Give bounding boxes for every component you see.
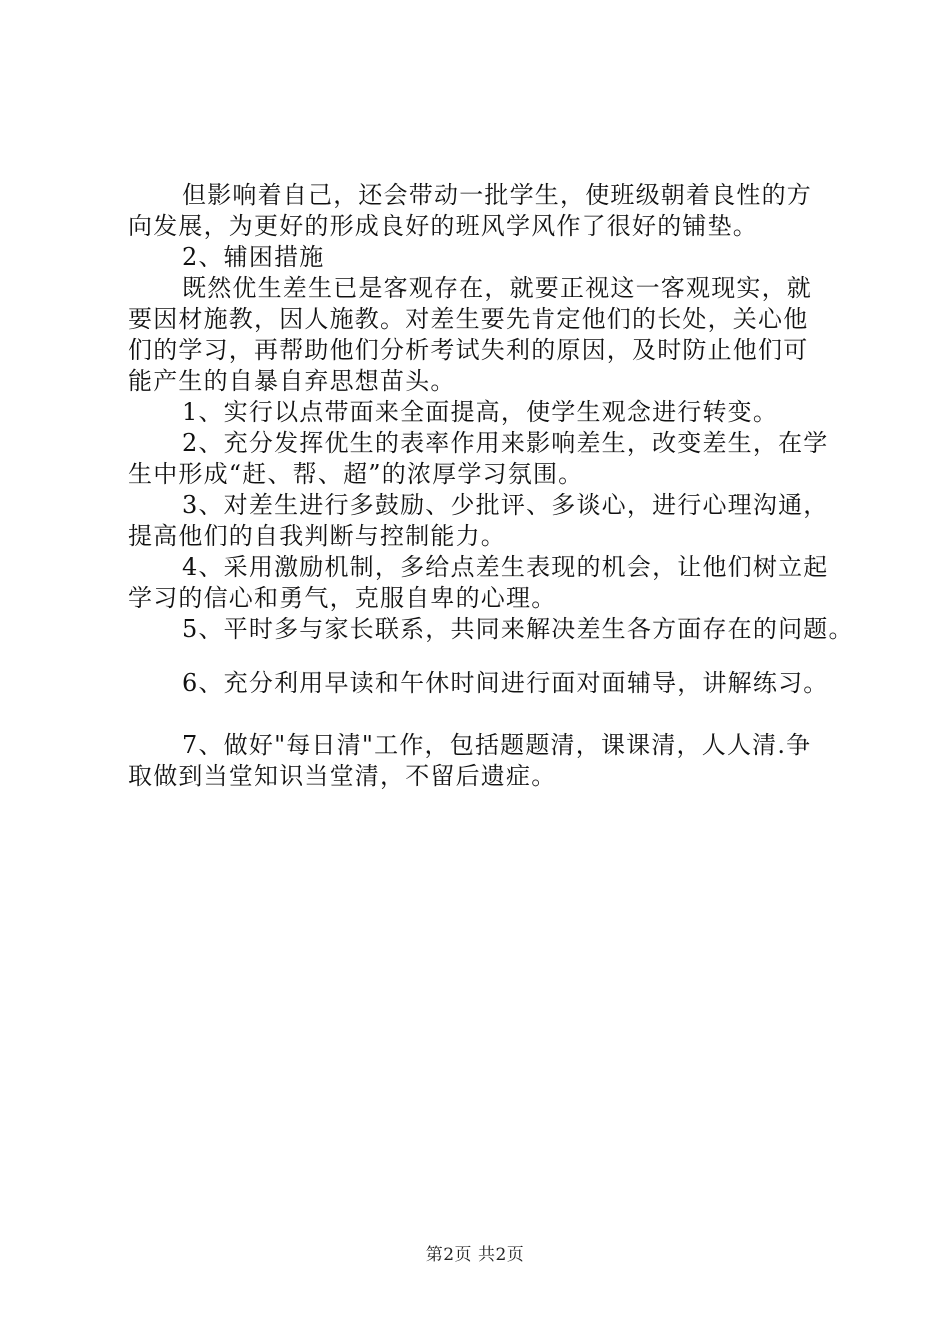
paragraph-line: 向发展，为更好的形成良好的班风学风作了很好的铺垫。 bbox=[128, 212, 758, 240]
list-item-4-cont: 学习的信心和勇气，克服自卑的心理。 bbox=[128, 584, 557, 612]
paragraph-line: 要因材施教，因人施教。对差生要先肯定他们的长处，关心他 bbox=[128, 305, 809, 333]
list-item-3: 3、对差生进行多鼓励、少批评、多谈心，进行心理沟通， bbox=[182, 491, 829, 519]
list-item-4: 4、采用激励机制，多给点差生表现的机会，让他们树立起 bbox=[182, 553, 829, 581]
list-item-2-cont: 生中形成“赶、帮、超”的浓厚学习氛围。 bbox=[128, 460, 584, 488]
paragraph-line: 能产生的自暴自弃思想苗头。 bbox=[128, 367, 456, 395]
list-item-7: 7、做好"每日清"工作，包括题题清，课课清，人人清.争 bbox=[182, 731, 812, 759]
list-item-2: 2、充分发挥优生的表率作用来影响差生，改变差生，在学 bbox=[182, 429, 829, 457]
paragraph-line: 们的学习，再帮助他们分析考试失利的原因，及时防止他们可 bbox=[128, 336, 809, 364]
list-item-3-cont: 提高他们的自我判断与控制能力。 bbox=[128, 522, 506, 550]
list-item-5: 5、平时多与家长联系，共同来解决差生各方面存在的问题。 bbox=[182, 615, 854, 643]
list-item-1: 1、实行以点带面来全面提高，使学生观念进行转变。 bbox=[182, 398, 779, 426]
list-item-7-cont: 取做到当堂知识当堂清，不留后遗症。 bbox=[128, 762, 557, 790]
paragraph-line: 但影响着自己，还会带动一批学生，使班级朝着良性的方 bbox=[182, 181, 812, 209]
page-number-footer: 第2页 共2页 bbox=[425, 1245, 525, 1265]
list-item-6: 6、充分利用早读和午休时间进行面对面辅导，讲解练习。 bbox=[182, 669, 829, 697]
section-heading: 2、辅困措施 bbox=[182, 243, 325, 271]
paragraph-line: 既然优生差生已是客观存在，就要正视这一客观现实，就 bbox=[182, 274, 812, 302]
